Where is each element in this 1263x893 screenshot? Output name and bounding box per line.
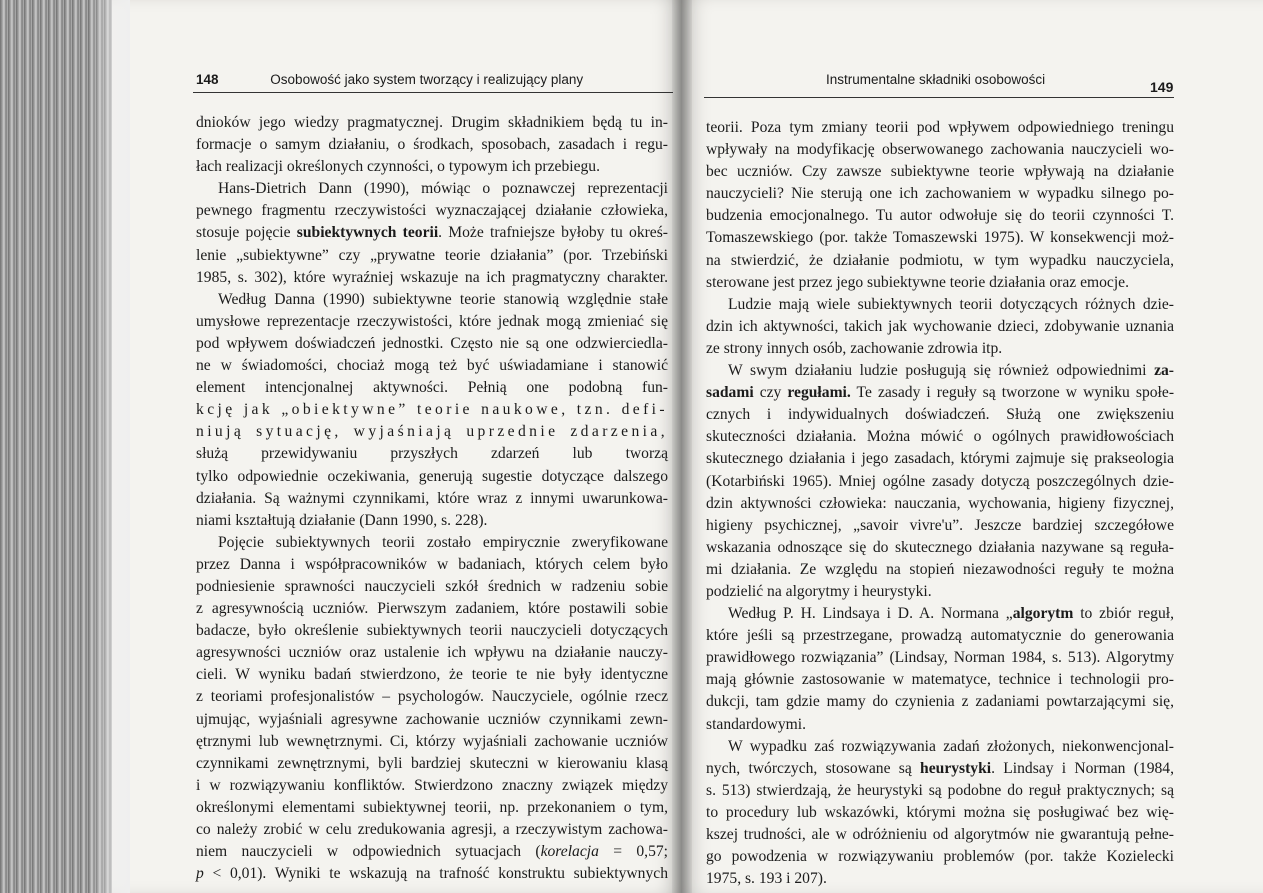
text-line: s. 513) stwierdzają, że heurystyki są podobne do reguł praktycznych; są bbox=[706, 781, 1174, 799]
text-line: teorii. Poza tym zmiany teorii pod wpływem odpowiedniego treningu bbox=[706, 119, 1174, 136]
text-line: cznych i indywidualnych doświadczeń. Służą one zwiększeniu bbox=[706, 406, 1174, 424]
left-header-rule bbox=[193, 92, 673, 93]
text-line: budzenia emocjonalnego. Tu autor odwołuje się do teorii czynności T. bbox=[706, 207, 1174, 225]
text-line: element intencjonalnej aktywności. Pełnią one podobną fun- bbox=[196, 379, 668, 397]
text-line: lenie „subiektywne” czy „prywatne teorie działania” (por. Trzebiński bbox=[196, 246, 668, 264]
text-line: pod wpływem doświadczeń jednostki. Często nie są one odzwierciedla- bbox=[196, 334, 668, 352]
text-line: to procedury lub wskazówki, którymi można się posługiwać bez wię- bbox=[706, 803, 1174, 821]
text-line: 1985, s. 302), które wyraźniej wskazuje na ich pragmatyczny charakter. bbox=[196, 268, 668, 286]
text-line: sterowane jest przez jego subiektywne teorie działania oraz emocje. bbox=[706, 273, 1130, 291]
right-running-head bbox=[826, 72, 1045, 87]
text-line: niem nauczycieli w odpowiednich sytuacjach (korelacja = 0,57; bbox=[196, 843, 668, 861]
text-line: p < 0,01). Wyniki te wskazują na trafność konstruktu subiektywnych bbox=[196, 865, 668, 883]
text-line: przez Danna i współpracowników w badaniach, których celem było bbox=[196, 555, 668, 573]
text-line: dukcji, tam gdzie mamy do czynienia z zadaniami powtarzającymi się, bbox=[706, 693, 1174, 711]
text-line: ujmując, wyjaśniali agresywne zachowanie uczniów czynnikami zewn- bbox=[196, 710, 668, 728]
right-running-title: Instrumentalne składniki osobowości bbox=[826, 72, 1046, 87]
text-line: z teoriami profesjonalistów – psychologów. Nauczyciele, ogólnie rzecz bbox=[196, 688, 668, 706]
text-line: służą przewidywaniu przyszłych zdarzeń lub tworzą bbox=[196, 445, 668, 463]
text-line: go powodzenia w rozwiązywaniu problemów (por. także Kozielecki bbox=[706, 848, 1174, 866]
text-line: dzin aktywności człowieka: nauczania, wychowania, higieny fizycznej, bbox=[706, 494, 1174, 512]
text-line: które jeśli są przestrzegane, prowadzą automatycznie do generowania bbox=[706, 627, 1174, 645]
text-line: łach realizacji określonych czynności, o typowym ich przebiegu. bbox=[196, 158, 600, 176]
text-line: badacze, było określenie subiektywnych teorii nauczycieli dotyczących bbox=[196, 622, 668, 640]
text-line: dnioków jego wiedzy pragmatycznej. Drugim składnikiem będą tu in- bbox=[196, 114, 668, 131]
text-line: kszej trudności, ale w odróżnieniu od algorytmów nie gwarantują pełne- bbox=[706, 826, 1174, 843]
text-line: higieny psychicznej, „savoir vivre'u”. Jeszcze bardziej szczegółowe bbox=[706, 516, 1174, 534]
right-header-rule bbox=[704, 97, 1174, 98]
text-line: skuteczności działania. Można mówić o ogólnych prawidłowościach bbox=[706, 428, 1174, 446]
text-line: ętrznymi lub wewnętrznymi. Ci, którzy wyjaśniali zachowanie uczniów bbox=[196, 732, 668, 750]
left-running-title: Osobowość jako system tworzący i realizujący plany bbox=[270, 72, 584, 87]
page-edge-shading bbox=[90, 0, 130, 893]
left-page-number: 148 bbox=[196, 72, 219, 87]
right-page-number: 149 bbox=[1150, 79, 1174, 95]
text-line: z agresywnością uczniów. Pierwszym zadaniem, które postawili sobie bbox=[196, 600, 668, 618]
text-line: Według Danna (1990) subiektywne teorie stanowią względnie stałe bbox=[218, 290, 668, 308]
text-line: agresywności uczniów oraz ustalenie ich wpływu na działanie nauczy- bbox=[196, 644, 668, 662]
text-line: dzin ich aktywności, takich jak wychowanie dzieci, zdobywanie uznania bbox=[706, 317, 1174, 335]
text-line: W swym działaniu ludzie posługują się również odpowiednimi za- bbox=[728, 362, 1174, 380]
text-line: mi działania. Ze względu na stopień niezawodności reguły te można bbox=[706, 560, 1174, 578]
text-line: skutecznego działania i jego zasadach, którymi zajmuje się prakseologia bbox=[706, 450, 1174, 468]
text-line: co należy zrobić w celu zredukowania agresji, a rzeczywistym zachowa- bbox=[196, 821, 668, 838]
text-line: i w rozwiązywaniu konfliktów. Stwierdzono znaczny związek między bbox=[196, 776, 668, 794]
text-line: bec uczniów. Czy zawsze subiektywne teorie wpływają na działanie bbox=[706, 163, 1174, 181]
text-line: nauczycieli? Nie sterują one ich zachowaniem w wypadku silnego po- bbox=[706, 185, 1174, 203]
text-line: formacje o samym działaniu, o środkach, sposobach, zasadach i regu- bbox=[196, 136, 668, 154]
left-page-body-text bbox=[196, 112, 668, 885]
left-running-head bbox=[196, 72, 583, 87]
text-line: czynnikami zewnętrznymi, byli bardziej skuteczni w kierowaniu klasą bbox=[196, 754, 668, 772]
text-line: określonymi elementami subiektywnej teorii, np. przekonaniem o tym, bbox=[196, 798, 668, 816]
text-line: kcję jak „obiektywne” teorie naukowe, tzn. defi- bbox=[196, 401, 668, 419]
book-gutter bbox=[672, 0, 692, 893]
text-line: 1975, s. 193 i 207). bbox=[706, 870, 827, 888]
text-line: tylko odpowiednie oczekiwania, generują sugestie dotyczące dalszego bbox=[196, 467, 668, 485]
text-line: wskazania odnoszące się do skutecznego działania nazywane są reguła- bbox=[706, 538, 1174, 556]
text-line: Hans-Dietrich Dann (1990), mówiąc o poznawczej reprezentacji bbox=[218, 180, 668, 198]
text-line: sadami czy regułami. Te zasady i reguły są tworzone w wyniku społe- bbox=[706, 384, 1175, 402]
text-line: prawidłowego rozwiązania” (Lindsay, Norman 1984, s. 513). Algorytmy bbox=[706, 649, 1174, 667]
text-line: podzielić na algorytmy i heurystyki. bbox=[706, 582, 932, 600]
text-line: ne w świadomości, chociaż mogą też być uświadamiane i stanowić bbox=[196, 357, 668, 375]
text-line: (Kotarbiński 1965). Mniej ogólne zasady dotyczą poszczególnych dzie- bbox=[706, 472, 1174, 490]
text-line: umysłowe reprezentacje rzeczywistości, które jednak mogą zmieniać się bbox=[196, 312, 668, 330]
text-line: nych, twórczych, stosowane są heurystyki. Lindsay i Norman (1984, bbox=[706, 759, 1174, 777]
text-line: Tomaszewskiego (por. także Tomaszewski 1975). W konsekwencji moż- bbox=[706, 229, 1174, 247]
text-line: Według P. H. Lindsaya i D. A. Normana „algorytm to zbiór reguł, bbox=[728, 605, 1174, 623]
text-line: działania. Są ważnymi czynnikami, które wraz z innymi uwarunkowa- bbox=[196, 489, 668, 507]
text-line: mają głównie zastosowanie w matematyce, technice i technologii pro- bbox=[706, 671, 1174, 689]
text-line: podniesienie sprawności nauczycieli szkół średnich w radzeniu sobie bbox=[196, 577, 668, 595]
text-line: pewnego fragmentu rzeczywistości wyznaczającej działanie człowieka, bbox=[196, 202, 668, 220]
text-line: stosuje pojęcie subiektywnych teorii. Może trafniejsze byłoby tu okreś- bbox=[196, 224, 668, 242]
text-line: niami kształtują działanie (Dann 1990, s. 228). bbox=[196, 511, 488, 529]
text-line: standardowymi. bbox=[706, 715, 807, 733]
text-line: niują sytuację, wyjaśniają uprzednie zdarzenia, bbox=[196, 423, 668, 441]
text-line: cieli. W wyniku badań stwierdzono, że teorie te nie były identyczne bbox=[196, 666, 668, 684]
right-page-body-text bbox=[706, 117, 1174, 890]
text-line: Ludzie mają wiele subiektywnych teorii dotyczących różnych dzie- bbox=[728, 295, 1174, 313]
text-line: Pojęcie subiektywnych teorii zostało empirycznie zweryfikowane bbox=[218, 533, 668, 551]
text-line: ze strony innych osób, zachowanie zdrowia itp. bbox=[706, 339, 1003, 357]
text-line: wpływały na modyfikację obserwowanego zachowania nauczycieli wo- bbox=[706, 141, 1174, 159]
text-line: W wypadku zaś rozwiązywania zadań złożonych, niekonwencjonal- bbox=[728, 737, 1174, 755]
text-line: na stwierdzić, że działanie podmiotu, w tym wypadku nauczyciela, bbox=[706, 251, 1174, 269]
